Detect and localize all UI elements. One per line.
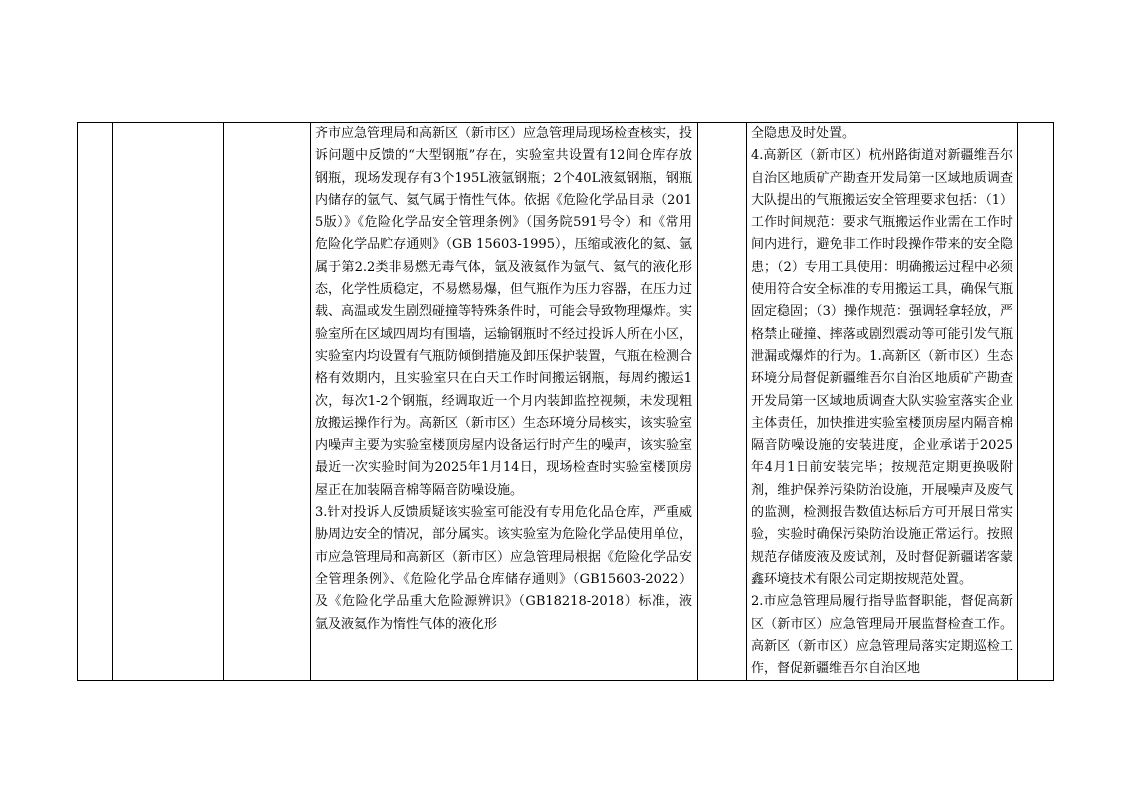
table-row [78,123,1054,681]
verification-paragraph: 齐市应急管理局和高新区（新市区）应急管理局现场检查核实，投诉问题中反馈的“大型钢瓶”存在，实验室共设置有12间仓库存放钢瓶，现场发现存有3个195L液氩钢瓶；2个40L液氦钢瓶，钢瓶内储存的氩气、氦气属于惰性气体。依据《危险化学品目录（2015版）》《危险化学品安全管理条例》（国务院591号令）和《常用危险化学品贮存通则》（GB 15603-1995），压缩或液化的氦、氩属于第2.2类非易燃无毒气体，氩及液氦作为氩气、氦气的液化形态，化学性质稳定，不易燃易爆，但气瓶作为压力容器，在压力过载、高温或发生剧烈碰撞等特殊条件时，可能会导致物理爆炸。实验室所在区域四周均有围墙，运输钢瓶时不经过投诉人所在小区，实验室内均设置有气瓶防倾倒措施及卸压保护装置，气瓶在检测合格有效期内，且实验室只在白天工作时间搬运钢瓶，每周约搬运1次，每次1-2个钢瓶，经调取近一个月内装卸监控视频，未发现粗放搬运操作行为。高新区（新市区）生态环境分局核实，该实验室内噪声主要为实验室楼顶房屋内设备运行时产生的噪声，该实验室最近一次实验时间为2025年1月14日，现场检查时实验室楼顶房屋正在加装隔音棉等隔音防噪设施。 [315,126,693,498]
measures-paragraph: 4.高新区（新市区）杭州路街道对新疆维吾尔自治区地质矿产勘查开发局第一区域地质调查大队提出的气瓶搬运安全管理要求包括：（1）工作时间规范：要求气瓶搬运作业需在工作时间内进行，避免非工作时段操作带来的安全隐患；（2）专用工具使用：明确搬运过程中必须使用符合安全标准的专用搬运工具，确保气瓶固定稳固；（3）操作规范：强调轻拿轻放，严格禁止碰撞、摔落或剧烈震动等可能引发气瓶泄漏或爆炸的行为。1.高新区（新市区）生态环境分局督促新疆维吾尔自治区地质矿产勘查开发局第一区域地质调查大队实验室落实企业主体责任，加快推进实验室楼顶房屋内隔音棉隔音防噪设施的安装进度，企业承诺于2025年4月1日前安装完毕；按规范定期更换吸附剂，维护保养污染防治设施，开展噪声及废气的监测，检测报告数值达标后方可开展日常实验，实验时确保污染防治设施正常运行。按照规范存储废液及废试剂，及时督促新疆诺客蒙鑫环境技术有限公司定期按规范处置。 [751,148,1013,587]
content-cell [224,123,311,681]
result-cell [698,123,747,681]
verification-cell [311,123,698,681]
remarks-cell [1018,123,1054,681]
measures-paragraph: 全隐患及时处置。 [751,126,856,141]
category-cell [113,123,224,681]
index-cell [78,123,113,681]
measures-paragraph: 2.市应急管理局履行指导监督职能，督促高新区（新市区）应急管理局开展监督检查工作。高新区（新市区）应急管理局落实定期巡检工作，督促新疆维吾尔自治区地 [751,594,1013,677]
measures-text [747,123,1017,680]
verification-paragraph: 3.针对投诉人反馈质疑该实验室可能没有专用危化品仓库，严重威胁周边安全的情况，部分属实。该实验室为危险化学品使用单位，市应急管理局和高新区（新市区）应急管理局根据《危险化学品安全管理条例》、《危险化学品仓库储存通则》（GB15603-2022）及《危险化学品重大危险源辨识》（GB18218-2018）标准，液氩及液氦作为惰性气体的液化形 [315,505,693,632]
measures-cell [747,123,1018,681]
document-table [77,122,1054,681]
verification-text [311,123,697,636]
